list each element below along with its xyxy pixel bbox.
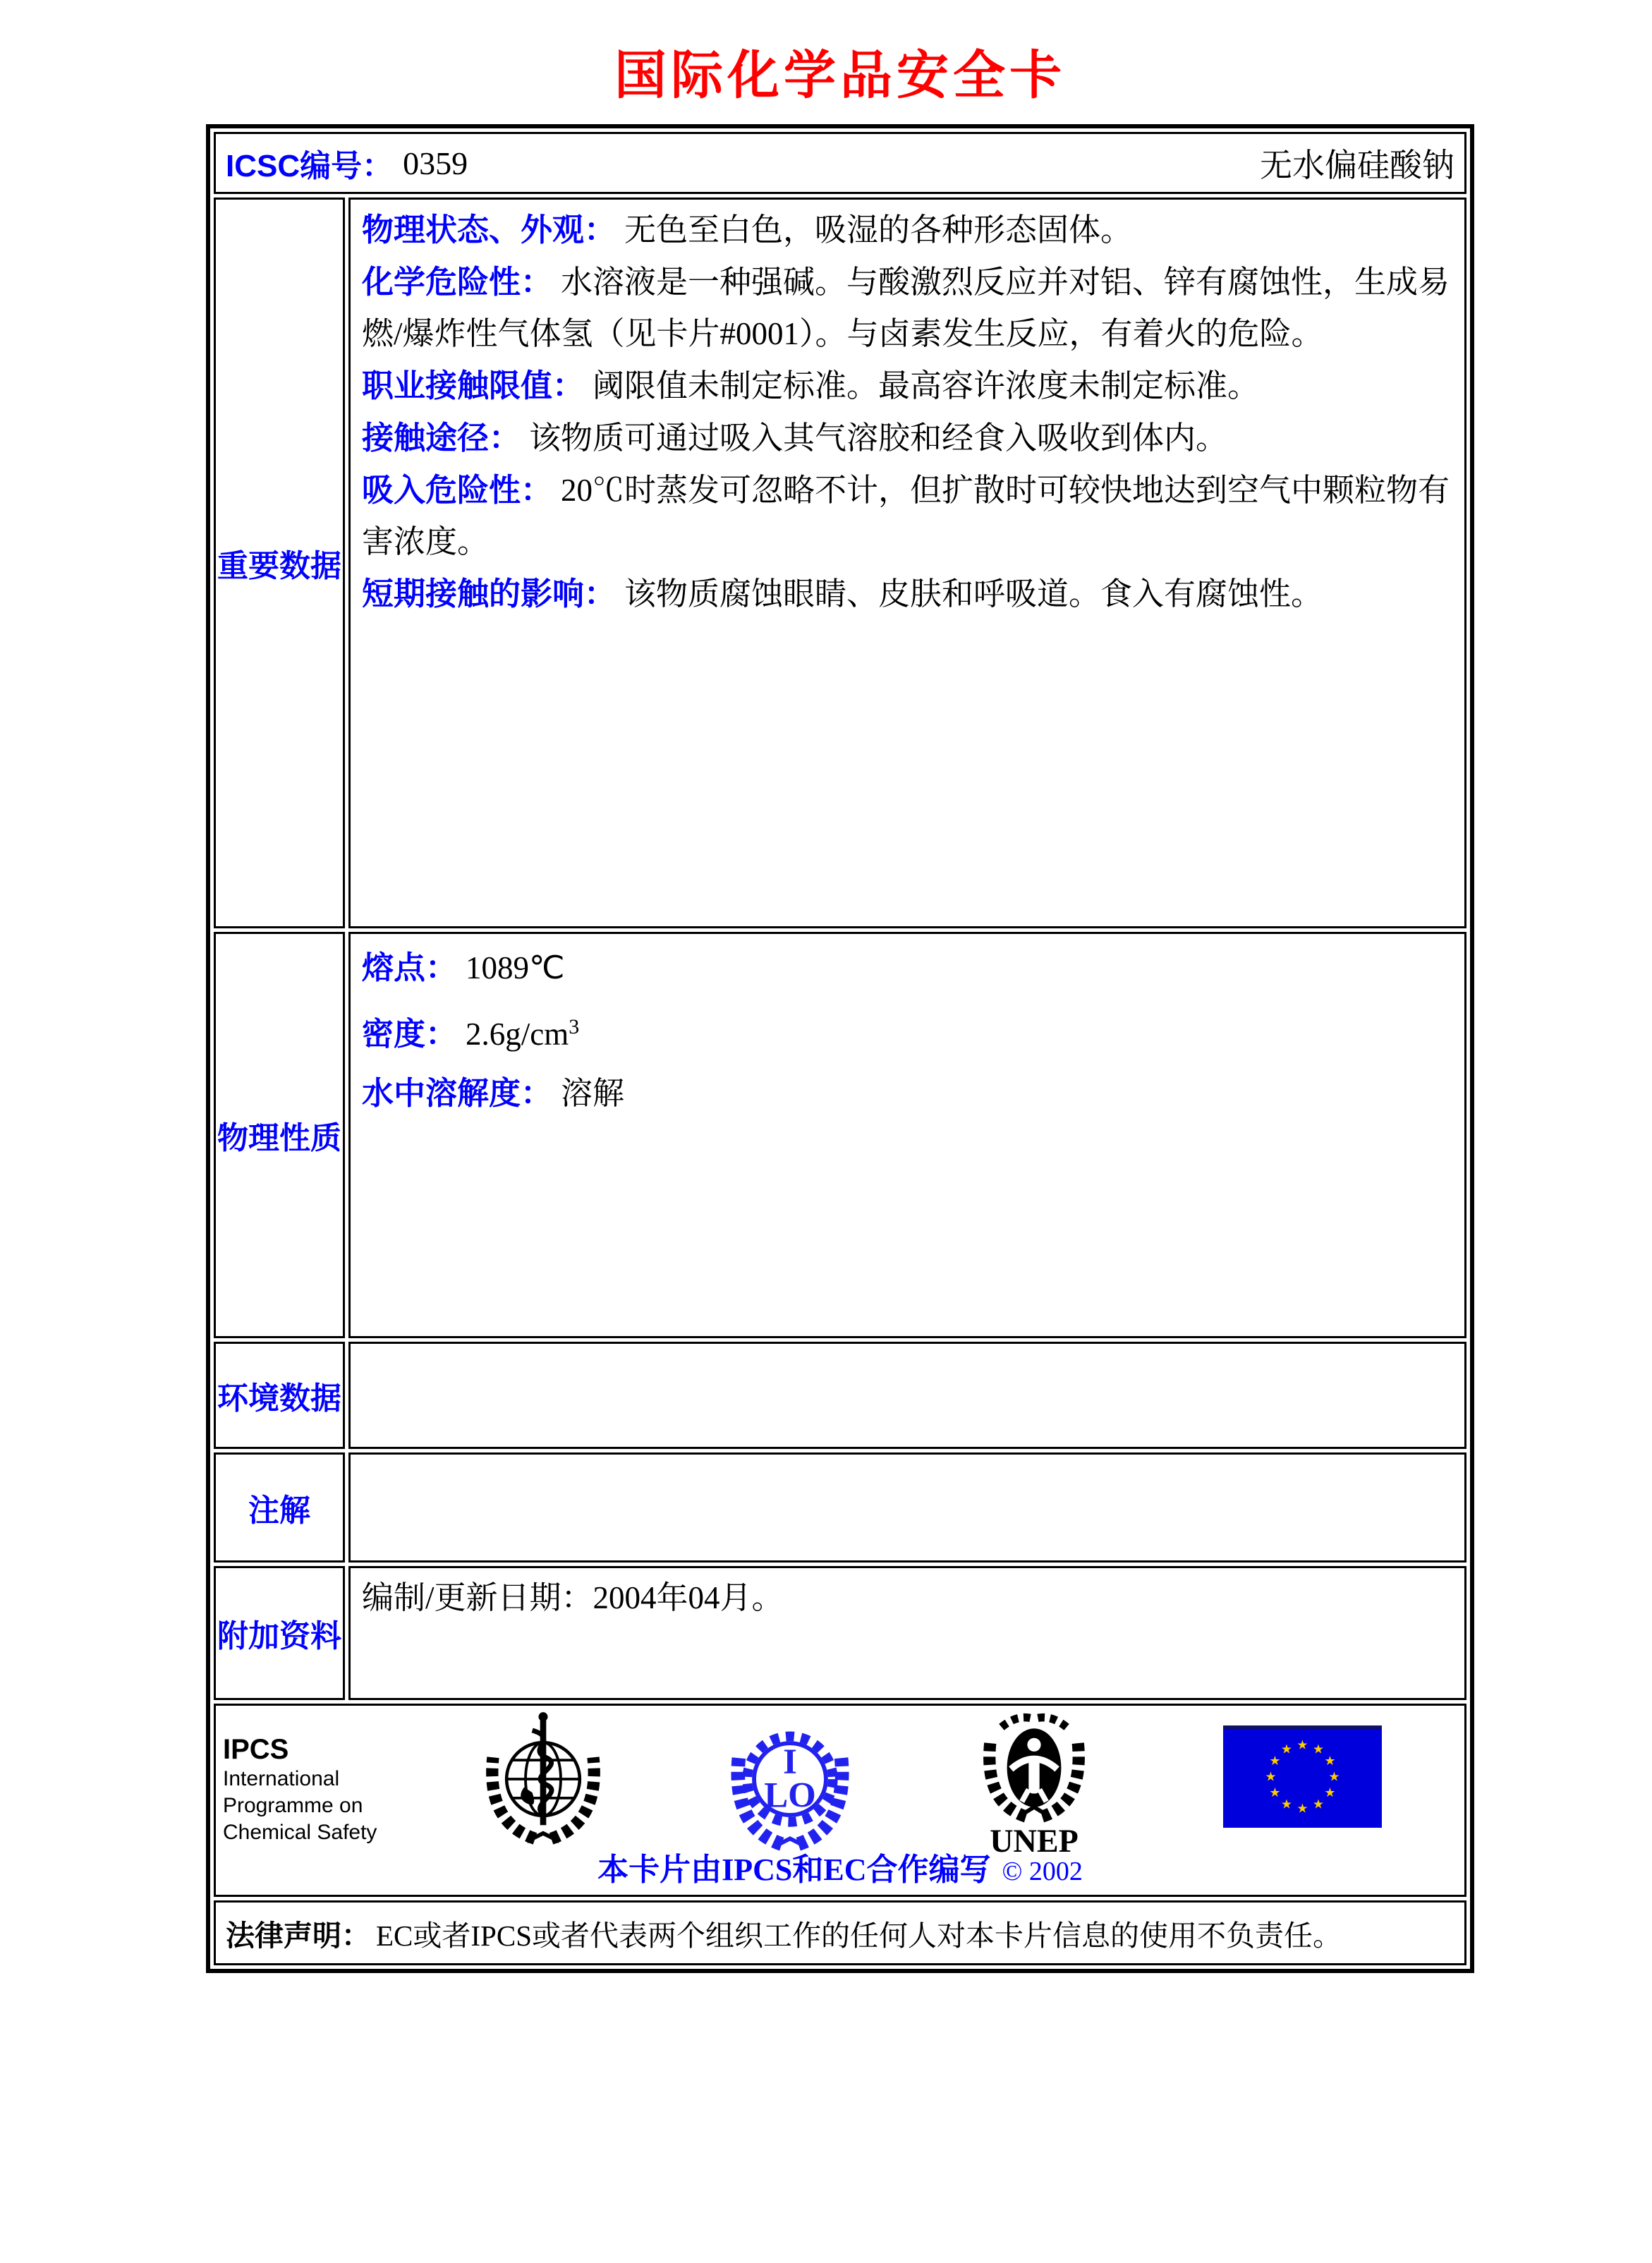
field-chemical-danger [362, 256, 1453, 360]
logos-row [214, 1704, 1466, 1897]
additional-info-row [214, 1566, 1466, 1700]
field-text: 1089℃ [466, 950, 565, 985]
ipcs-subtitle-line: International [223, 1767, 340, 1790]
svg-text:★: ★ [1312, 1742, 1325, 1757]
svg-text:★: ★ [1280, 1797, 1293, 1812]
svg-text:★: ★ [1265, 1769, 1277, 1785]
section-label-additional-info: 附加资料 [214, 1566, 345, 1700]
legal-label: 法律声明： [226, 1919, 370, 1952]
legal-text: EC或者IPCS或者代表两个组织工作的任何人对本卡片信息的使用不负责任。 [376, 1919, 1342, 1952]
field-superscript: 3 [569, 1015, 580, 1038]
unep-logo-icon [966, 1707, 1102, 1861]
important-data-content [348, 198, 1466, 928]
field-melting-point [362, 938, 1453, 997]
ipcs-wordmark-block [223, 1734, 377, 1846]
icsc-number: 0359 [403, 145, 468, 181]
field-label: 熔点： [362, 950, 458, 985]
notes-content [348, 1452, 1466, 1563]
notes-row [214, 1452, 1466, 1563]
field-inhalation-risk [362, 464, 1453, 568]
svg-text:★: ★ [1324, 1754, 1336, 1768]
field-text: 20℃时蒸发可忽略不计，但扩散时可较快地达到空气中颗粒物有害浓度。 [362, 473, 1450, 559]
svg-text:★: ★ [1296, 1801, 1308, 1816]
ipcs-wordmark: IPCS [223, 1734, 289, 1765]
field-label: 密度： [362, 1016, 458, 1052]
section-label-physical-properties: 物理性质 [214, 932, 345, 1338]
field-water-solubility [362, 1064, 1453, 1123]
field-text: 无色至白色，吸湿的各种形态固体。 [624, 212, 1133, 248]
icsc-card-table [206, 124, 1474, 1973]
field-label: 接触途径： [362, 420, 521, 456]
additional-info-content [348, 1566, 1466, 1700]
section-label-notes: 注解 [214, 1452, 345, 1563]
credit-line [216, 1844, 1464, 1889]
chemical-name: 无水偏硅酸钠 [1260, 147, 1454, 183]
ipcs-subtitle-line: Programme on [223, 1794, 363, 1817]
field-text: 水溶液是一种强碱。与酸激烈反应并对铝、锌有腐蚀性，生成易燃/爆炸性气体氢（见卡片#0001）。与卤素发生反应，有着火的危险。 [362, 265, 1450, 351]
field-update-date: 编制/更新日期：2004年04月。 [362, 1580, 784, 1615]
legal-row [214, 1900, 1466, 1965]
copyright-text: © 2002 [1002, 1857, 1083, 1886]
section-label-environmental-data: 环境数据 [214, 1342, 345, 1449]
field-label: 短期接触的影响： [362, 576, 617, 612]
legal-cell [214, 1900, 1466, 1965]
field-text: 溶解 [561, 1076, 625, 1111]
who-logo-icon [475, 1709, 611, 1850]
field-label: 水中溶解度： [362, 1075, 553, 1111]
ipcs-subtitle-line: Chemical Safety [223, 1821, 377, 1844]
svg-text:★: ★ [1280, 1742, 1293, 1757]
ilo-logo-icon [721, 1710, 859, 1854]
environmental-data-row [214, 1342, 1466, 1449]
field-label: 职业接触限值： [362, 368, 585, 404]
field-density [362, 997, 1453, 1064]
field-exposure-routes [362, 412, 1453, 464]
physical-properties-content [348, 932, 1466, 1338]
eu-flag-icon [1223, 1725, 1382, 1828]
credit-text: 本卡片由IPCS和EC合作编写 [597, 1852, 991, 1887]
svg-text:★: ★ [1312, 1797, 1325, 1812]
field-text: 2.6g/cm [466, 1017, 569, 1052]
environmental-data-content [348, 1342, 1466, 1449]
field-label: 吸入危险性： [362, 472, 553, 508]
ilo-monogram-bottom: LO [764, 1776, 816, 1816]
field-short-term-effects [362, 568, 1453, 620]
svg-text:★: ★ [1269, 1785, 1281, 1800]
header-row [214, 132, 1466, 194]
icsc-number-label: ICSC编号： [226, 149, 394, 183]
physical-properties-row [214, 932, 1466, 1338]
field-occupational-limits [362, 360, 1453, 412]
field-text: 该物质腐蚀眼睛、皮肤和呼吸道。食入有腐蚀性。 [624, 576, 1323, 612]
svg-text:★: ★ [1296, 1737, 1308, 1753]
field-label: 化学危险性： [362, 264, 553, 300]
svg-text:★: ★ [1269, 1754, 1281, 1768]
field-label: 物理状态、外观： [362, 212, 617, 248]
important-data-row [214, 198, 1466, 928]
header-cell [214, 132, 1466, 194]
section-label-important-data: 重要数据 [214, 198, 345, 928]
ilo-monogram-top: I [783, 1742, 797, 1783]
field-text: 该物质可通过吸入其气溶胶和经食入吸收到体内。 [529, 420, 1228, 456]
field-text: 阈限值未制定标准。最高容许浓度未制定标准。 [593, 368, 1260, 404]
svg-text:★: ★ [1328, 1769, 1340, 1785]
field-physical-state [362, 204, 1453, 256]
svg-text:★: ★ [1324, 1785, 1336, 1800]
unep-label: UNEP [990, 1823, 1079, 1859]
logos-cell [214, 1704, 1466, 1897]
page-title: 国际化学品安全卡 [614, 47, 1066, 105]
